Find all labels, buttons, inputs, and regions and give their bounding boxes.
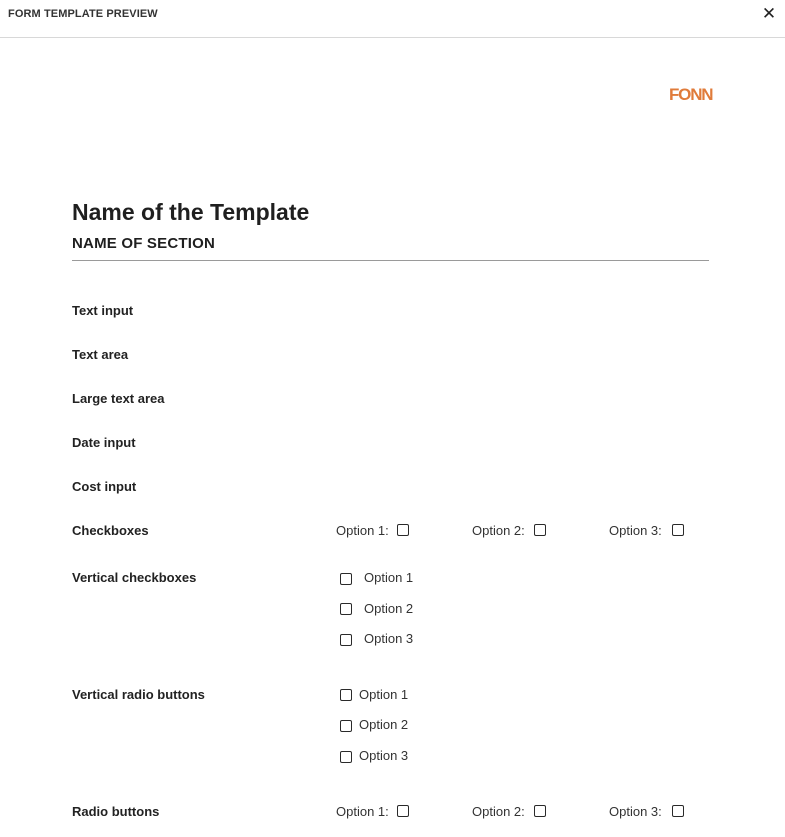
radio-option-2[interactable]	[534, 805, 546, 817]
logo-text-part2: NN	[690, 85, 713, 104]
logo-text-part1: FO	[669, 85, 691, 104]
checkboxes-label: Checkboxes	[72, 523, 149, 538]
vertical-radio-option-3[interactable]	[340, 751, 352, 763]
vertical-checkboxes-label: Vertical checkboxes	[72, 570, 197, 585]
radio-option-1-label: Option 1:	[336, 804, 389, 819]
vertical-checkbox-option-2[interactable]	[340, 603, 352, 615]
template-name: Name of the Template	[72, 199, 310, 225]
company-logo	[669, 86, 712, 104]
checkbox-option-3-label: Option 3:	[609, 523, 662, 538]
vertical-radio-option-3-label: Option 3	[359, 748, 409, 763]
section-name: NAME OF SECTION	[72, 235, 216, 252]
date-input-label: Date input	[72, 435, 136, 450]
vertical-radio-buttons-label: Vertical radio buttons	[72, 687, 205, 702]
text-input-label: Text input	[72, 303, 134, 318]
vertical-checkbox-option-2-label: Option 2	[364, 601, 414, 616]
checkbox-option-2[interactable]	[534, 524, 546, 536]
vertical-checkbox-option-3-label: Option 3	[364, 631, 414, 646]
cost-input-label: Cost input	[72, 479, 137, 494]
checkbox-option-1[interactable]	[397, 524, 409, 536]
close-icon[interactable]: ✕	[761, 4, 777, 23]
checkbox-option-3[interactable]	[672, 524, 684, 536]
radio-option-2-label: Option 2:	[472, 804, 525, 819]
radio-option-3[interactable]	[672, 805, 684, 817]
radio-buttons-label: Radio buttons	[72, 804, 160, 819]
vertical-checkbox-option-3[interactable]	[340, 634, 352, 646]
text-area-label: Text area	[72, 347, 129, 362]
checkbox-option-1-label: Option 1:	[336, 523, 389, 538]
large-text-area-label: Large text area	[72, 391, 165, 406]
checkbox-option-2-label: Option 2:	[472, 523, 525, 538]
vertical-checkbox-option-1[interactable]	[340, 573, 352, 585]
section-divider	[72, 260, 709, 261]
radio-option-1[interactable]	[397, 805, 409, 817]
vertical-radio-option-1[interactable]	[340, 689, 352, 701]
vertical-radio-option-2[interactable]	[340, 720, 352, 732]
vertical-checkbox-option-1-label: Option 1	[364, 570, 414, 585]
preview-title: FORM TEMPLATE PREVIEW	[8, 8, 158, 20]
preview-header	[0, 0, 785, 38]
radio-option-3-label: Option 3:	[609, 804, 662, 819]
vertical-radio-option-1-label: Option 1	[359, 687, 409, 702]
vertical-radio-option-2-label: Option 2	[359, 717, 409, 732]
